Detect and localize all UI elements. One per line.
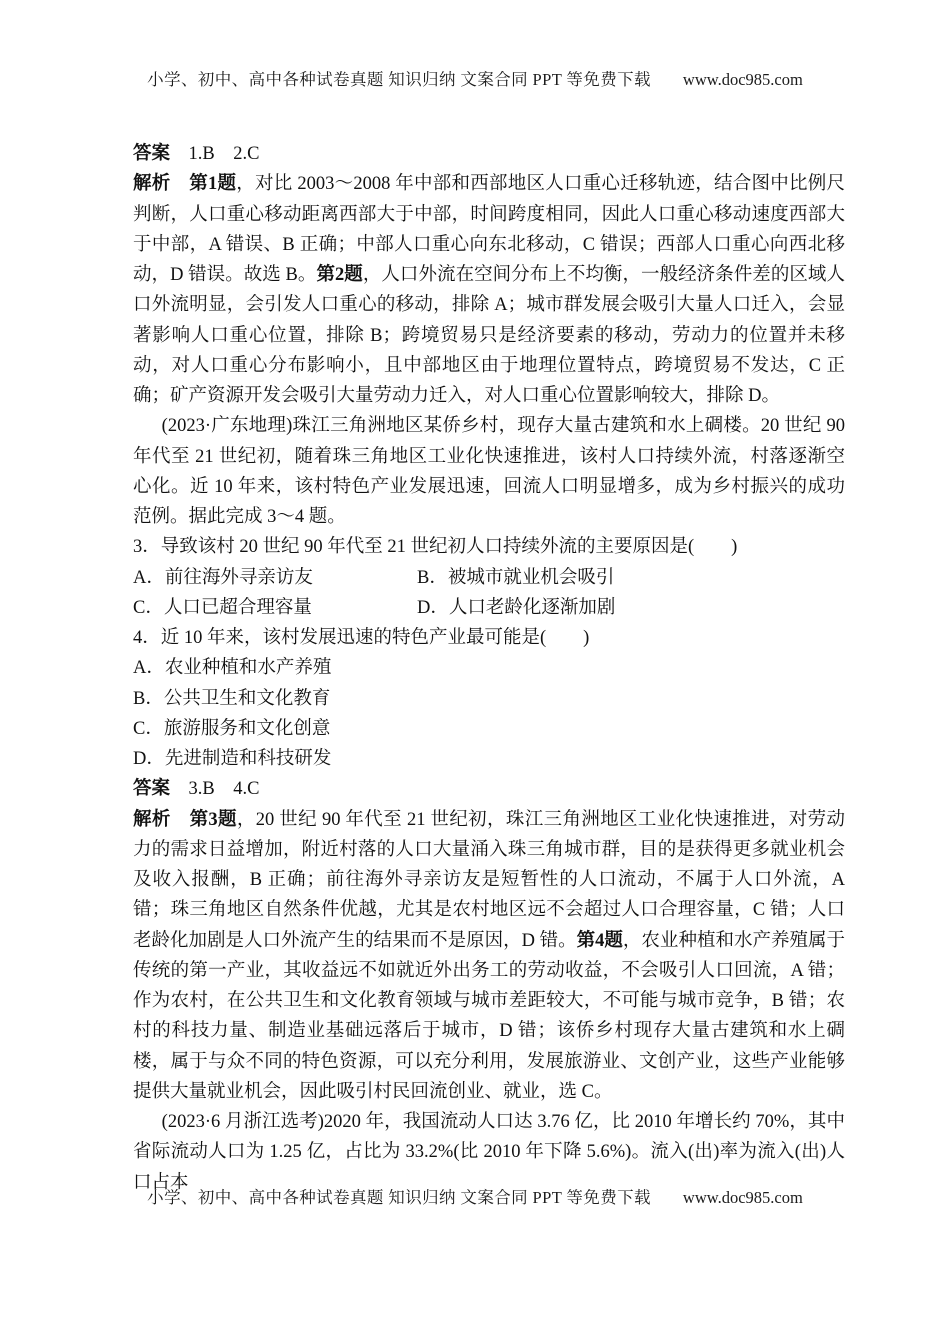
text-run: (2023·广东地理)珠江三角洲地区某侨乡村，现存大量古建筑和水上碉楼。20 世纪 90 年代至 21 世纪初，随着珠三角地区工业化快速推进，该村人口持续外流，村落逐渐空心化。近 10 年来，该村特色产业发展迅速，回流人口明显增多，成为乡村振兴的成功范例。据此完成 3～4 题。	[133, 416, 845, 527]
emphasis-label: 第4题	[576, 930, 623, 951]
option-q4-c	[133, 714, 845, 744]
analysis-q1-q2	[133, 169, 845, 411]
analysis-q3-q4	[133, 805, 845, 1108]
text-run	[171, 810, 190, 830]
text-run: 1.B 2.C	[170, 144, 260, 164]
answer-line-q1-q2	[133, 139, 845, 169]
text-run: 3．导致该村 20 世纪 90 年代至 21 世纪初人口持续外流的主要原因是( )	[133, 537, 738, 558]
options-q3-row-cd-col-1: D．人口老龄化逐渐加剧	[417, 597, 616, 618]
text-run: A．农业种植和水产养殖	[133, 658, 332, 679]
emphasis-label: 第2题	[316, 265, 363, 285]
text-run: 3.B 4.C	[170, 779, 260, 800]
text-run: (2023·6 月浙江选考)2020 年，我国流动人口达 3.76 亿，比 2010 年增长约 70%，其中省际流动人口为 1.25 亿，占比为 33.2%(比 2010 年下降 5.6%)。流入(出)率为流入(出)人口占本	[133, 1112, 845, 1193]
header-promo-text: 小学、初中、高中各种试卷真题 知识归纳 文案合同 PPT 等免费下载	[147, 70, 651, 89]
emphasis-label: 第3题	[189, 809, 237, 830]
footer-site-link[interactable]: www.doc985.com	[682, 1188, 803, 1207]
options-q3-row-cd-col-0: C．人口已超合理容量	[133, 597, 312, 618]
page-header	[0, 66, 950, 90]
text-run: ，20 世纪 90 年代至 21 世纪初，珠江三角洲地区工业化快速推进，对劳动力的需求日益增加，附近村落的人口大量涌入珠三角城市群，目的是获得更多就业机会及收入报酬，B 正确；前往海外寻亲访友是短暂性的人口流动，不属于人口外流，A 错；珠三角地区自然条件优越，尤其是农村地区远不会超过人口合理容量，C 错；人口老龄化加剧是人口外流产生的结果而不是原因，D 错。	[133, 809, 845, 951]
text-run: B．公共卫生和文化教育	[133, 688, 331, 709]
text-run	[171, 174, 190, 194]
text-run: 4．近 10 年来，该村发展迅速的特色产业最可能是( )	[133, 628, 590, 648]
options-q3-row-ab-col-1: B．被城市就业机会吸引	[417, 567, 615, 588]
page-footer	[0, 1184, 950, 1208]
header-site-link[interactable]: www.doc985.com	[682, 70, 803, 89]
option-q4-d	[133, 744, 845, 774]
text-run: D．先进制造和科技研发	[133, 749, 332, 769]
text-run: ，农业种植和水产养殖属于传统的第一产业，其收益远不如就近外出务工的劳动收益，不会吸引人口回流，A 错；作为农村，在公共卫生和文化教育领域与城市差距较大，不可能与城市竞争，B 错；农村的科技力量、制造业基础远落后于城市，D 错；该侨乡村现存大量古建筑和水上碉楼，属于与众不同的特色资源，可以充分利用，发展旅游业、文创产业，这些产业能够提供大量就业机会，因此吸引村民回流创业、就业，选 C。	[133, 930, 845, 1102]
emphasis-label: 第1题	[189, 174, 237, 195]
emphasis-label: 解析	[133, 174, 171, 195]
question-4	[133, 623, 845, 653]
document-body	[133, 139, 845, 1198]
emphasis-label: 解析	[133, 809, 171, 830]
stimulus-guangdong-2023	[133, 411, 845, 532]
options-q3-row-ab	[133, 563, 845, 593]
option-q4-b	[133, 684, 845, 714]
footer-promo-text: 小学、初中、高中各种试卷真题 知识归纳 文案合同 PPT 等免费下载	[147, 1188, 651, 1207]
emphasis-label: 答案	[133, 144, 171, 164]
options-q3-row-ab-col-0: A．前往海外寻亲访友	[133, 567, 313, 588]
option-q4-a	[133, 653, 845, 683]
text-run: ，对比 2003～2008 年中部和西部地区人口重心迁移轨迹，结合图中比例尺判断，人口重心移动距离西部大于中部，时间跨度相同，因此人口重心移动速度西部大于中部，A 错误、B 正确；中部人口重心向东北移动，C 错误；西部人口重心向西北移动，D 错误。故选 B。	[133, 174, 845, 285]
question-3	[133, 532, 845, 562]
options-q3-row-cd	[133, 593, 845, 623]
emphasis-label: 答案	[133, 779, 171, 800]
answer-line-q3-q4	[133, 774, 845, 804]
text-run: C．旅游服务和文化创意	[133, 718, 331, 739]
text-run: ，人口外流在空间分布上不均衡，一般经济条件差的区域人口外流明显，会引发人口重心的移动，排除 A；城市群发展会吸引大量人口迁入，会显著影响人口重心位置，排除 B；跨境贸易只是经济要素的移动，劳动力的位置并未移动，对人口重心分布影响小，且中部地区由于地理位置特点，跨境贸易不发达，C 正确；矿产资源开发会吸引大量劳动力迁入，对人口重心位置影响较大，排除 D。	[133, 265, 845, 406]
